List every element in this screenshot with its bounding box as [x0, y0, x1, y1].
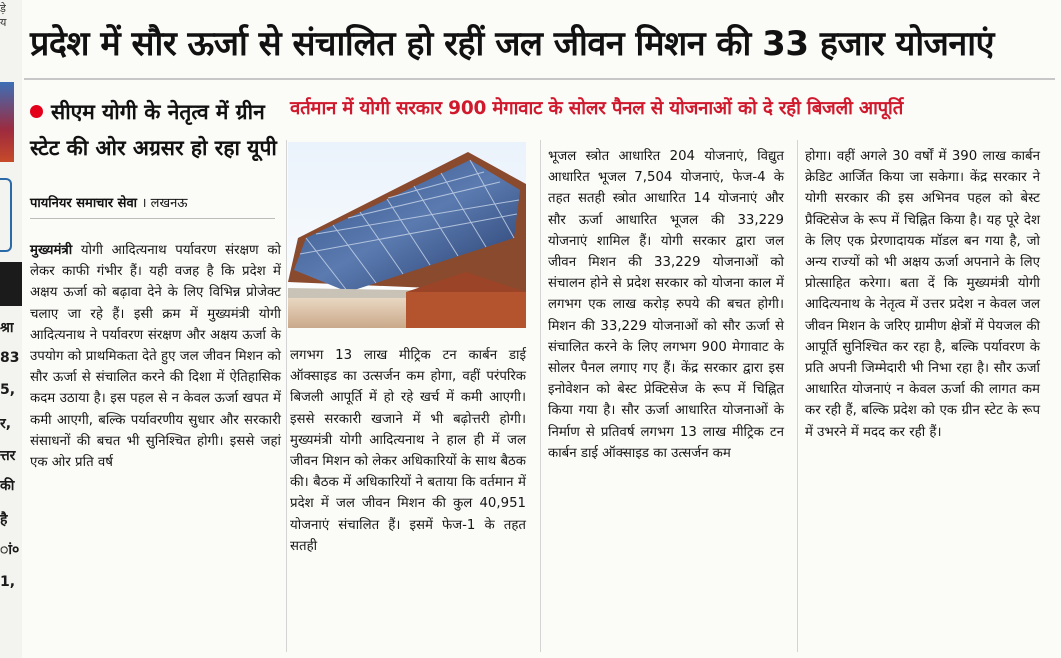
lead-word: मुख्यमंत्री — [30, 243, 73, 258]
adjacent-article-logo — [0, 178, 12, 252]
solar-panels-illustration — [288, 142, 526, 328]
byline — [30, 194, 285, 214]
adjacent-article-fragment: 1, — [0, 574, 16, 590]
column-1-text: योगी आदित्यनाथ पर्यावरण संरक्षण को लेकर काफी गंभीर हैं। यही वजह है कि प्रदेश में अक्षय ऊर्जा को बढ़ावा देने के लिए विभिन्न प्रोजेक्ट चलाए जा रहे हैं। इसी क्रम में मुख्यमंत्री योगी आदित्यनाथ ने पर्यावरण संरक्षण और अक्षय ऊर्जा के उपयोग को प्राथमिकता देते हुए जल जीवन मिशन को सौर ऊर्जा से संचालित करने की दिशा में ऐतिहासिक कदम उठाया है। इस पहल से न केवल ऊर्जा खपत में कमी आएगी, बल्कि पर्यावरणीय सुधार और सरकारी संसाधनों की बचत भी सुनिश्चित होगी। इससे जहां एक ओर प्रति वर्ष — [30, 243, 281, 471]
column-divider — [797, 140, 798, 652]
article-kicker — [30, 94, 285, 166]
adjacent-article-photo — [0, 82, 14, 162]
column-2-text: लगभग 13 लाख मीट्रिक टन कार्बन डाई ऑक्साइड का उत्सर्जन कम होगा, वहीं परंपरिक बिजली आपूर्ति में हो रहे खर्च में कमी आएगी। इससे सरकारी खजाने में भी बढ़ोत्तरी होगी। मुख्यमंत्री योगी आदित्यनाथ ने हाल ही में जल जीवन मिशन को लेकर अधिकारियों के साथ बैठक की। बैठक में अधिकारियों ने बताया कि वर्तमान में प्रदेश में जल जीवन मिशन की कुल 40,951 योजनाएं संचालित हैं। इसमें फेज-1 के तहत सतही — [290, 348, 526, 554]
adjacent-article-fragment: र, — [0, 416, 12, 432]
article-subheadline: वर्तमान में योगी सरकार 900 मेगावाट के सोलर पैनल से योजनाओं को दे रही बिजली आपूर्ति — [290, 98, 904, 119]
column-3-text: भूजल स्त्रोत आधारित 204 योजनाएं, विद्युत आधारित भूजल 7,504 योजनाएं, फेज-4 के तहत सतही स्त्रोत आधारित 14 योजनाएं और सौर ऊर्जा आधारित भूजल की 33,229 योजनाएं शामिल हैं। योगी सरकार द्वारा जल जीवन मिशन की 33,229 योजनाओं को संचालन होने से प्रदेश सरकार को योजना काल में लगभग एक लाख करोड़ रुपये की बचत होगी। मिशन की 33,229 योजनाओं को सौर ऊर्जा से संचालित करने के लिए लगभग 900 मेगावाट के सोलर पैनल लगाए गए हैं। केंद्र सरकार द्वारा इस इनोवेशन को बेस्ट प्रेक्टिसेज के रूप में चिह्नित किया गया है। सौर ऊर्जा आधारित योजनाओं के निर्माण से प्रतिवर्ष लगभग 13 लाख मीट्रिक टन कार्बन डाई ऑक्साइड का उत्सर्जन कम — [548, 149, 784, 461]
article-column-4 — [805, 146, 1040, 443]
adjacent-article-fragment: त्तर — [0, 448, 16, 464]
article-column-2 — [290, 345, 526, 557]
adjacent-article-dark-bar — [0, 262, 22, 306]
column-divider — [286, 140, 287, 652]
headline-divider — [24, 78, 1055, 80]
byline-place: । लखनऊ — [141, 196, 188, 211]
column-divider — [540, 140, 541, 652]
adjacent-article-fragment: की — [0, 478, 15, 494]
article-column-1 — [30, 240, 281, 473]
bullet-icon — [30, 105, 43, 118]
adjacent-article-fragment: 5, — [0, 382, 16, 398]
adjacent-article-fragment: है — [0, 512, 8, 528]
adjacent-article-strip — [0, 0, 22, 658]
adjacent-article-small-text: ड़े य — [0, 2, 7, 29]
article-headline: प्रदेश में सौर ऊर्जा से संचालित हो रहीं जल जीवन मिशन की 33 हजार योजनाएं — [30, 24, 994, 64]
column-4-text: होगा। वहीं अगले 30 वर्षों में 390 लाख कार्बन क्रेडिट आर्जित किया जा सकेगा। केंद्र सरकार ने योगी सरकार की इस अभिनव पहल को बेस्ट प्रैक्टिसेज के रूप में चिह्नित किया है। यह पूरे देश के लिए एक प्रेरणादायक मॉडल बन गया है, जो अन्य राज्यों को भी अक्षय ऊर्जा अपनाने के लिए प्रोत्साहित करेगा। बता दें कि मुख्यमंत्री योगी आदित्यनाथ के नेतृत्व में उत्तर प्रदेश न केवल जल जीवन मिशन के जरिए ग्रामीण क्षेत्रों में पेयजल की आपूर्ति सुनिश्चित कर रहा है, बल्कि पर्यावरण के प्रति अपनी जिम्मेदारी भी निभा रहा है। सौर ऊर्जा आधारित योजनाएं न केवल ऊर्जा की लागत कम कर रही हैं, बल्कि प्रदेश को एक ग्रीन स्टेट के रूप में उभरने में मदद कर रही हैं। — [805, 149, 1040, 440]
byline-agency: पायनियर समाचार सेवा — [30, 196, 138, 211]
kicker-text: सीएम योगी के नेतृत्व में ग्रीन स्टेट की ओर अग्रसर हो रहा यूपी — [30, 100, 277, 160]
article-column-3 — [548, 146, 784, 464]
adjacent-article-fragment: श्रा — [0, 320, 14, 336]
byline-divider — [30, 218, 275, 219]
adjacent-article-fragment: ां० — [0, 542, 20, 558]
adjacent-article-fragment: 83 — [0, 350, 20, 366]
solar-panels-photo — [288, 142, 526, 328]
